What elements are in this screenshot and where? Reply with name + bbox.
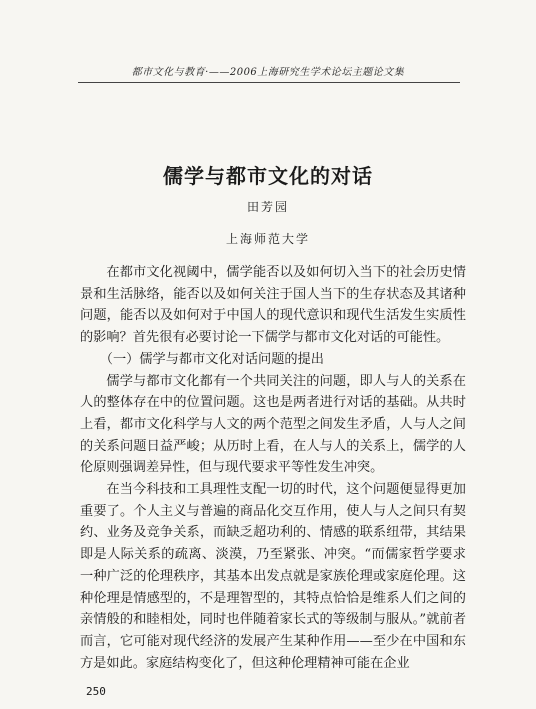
article-author: 田芳园 [246,200,289,214]
paragraph-intro: 在都市文化视阈中，儒学能否以及如何切入当下的社会历史情景和生活脉络，能否以及如何关注于国人当下的生存状态及其诸种问题，能否以及如何对于中国人的现代意识和现代生活发生实质性的影响？首先很有必要讨论一下儒学与都市文化对话的可能性。 [80,265,466,346]
running-header: 都市文化与教育·——2006上海研究生学术论坛主题论文集 [131,67,405,78]
paragraph-3: 在当今科技和工具理性支配一切的时代，这个问题便显得更加重要了。个人主义与普遍的商品化交互作用，使人与人之间只有契约、业务及竞争关系，而缺乏超功利的、情感的联系纽带，其结果即是人际关系的疏离、淡漠，乃至紧张、冲突。“而儒家哲学要求一种广泛的伦理秩序，其基本出发点就是家族伦理或家庭伦理。这种伦理是情感型的，不是理智型的，其特点恰恰是维系人们之间的亲情般的和睦相处，同时也伴随着家长式的等级制与服从。”就前者而言，它可能对现代经济的发展产生某种作用——至少在中国和东方是如此。家庭结构变化了，但这种伦理精神可能在企业 [80,482,466,671]
section-heading: （一）儒学与都市文化对话问题的提出 [99,351,324,367]
article-affiliation: 上海师范大学 [225,232,310,246]
header-rule [78,82,460,83]
paragraph-2: 儒学与都市文化都有一个共同关注的问题，即人与人的关系在人的整体存在中的位置问题。这也是两者进行对话的基础。从共时上看，都市文化科学与人文的两个范型之间发生矛盾，人与人之间的关系问题日益严峻；从历时上看，在人与人的关系上，儒学的人伦原则强调差异性，但与现代要求平等性发生冲突。 [80,373,466,476]
article-title: 儒学与都市文化的对话 [163,164,373,188]
page-number: 250 [86,685,106,698]
article-body [80,262,466,674]
